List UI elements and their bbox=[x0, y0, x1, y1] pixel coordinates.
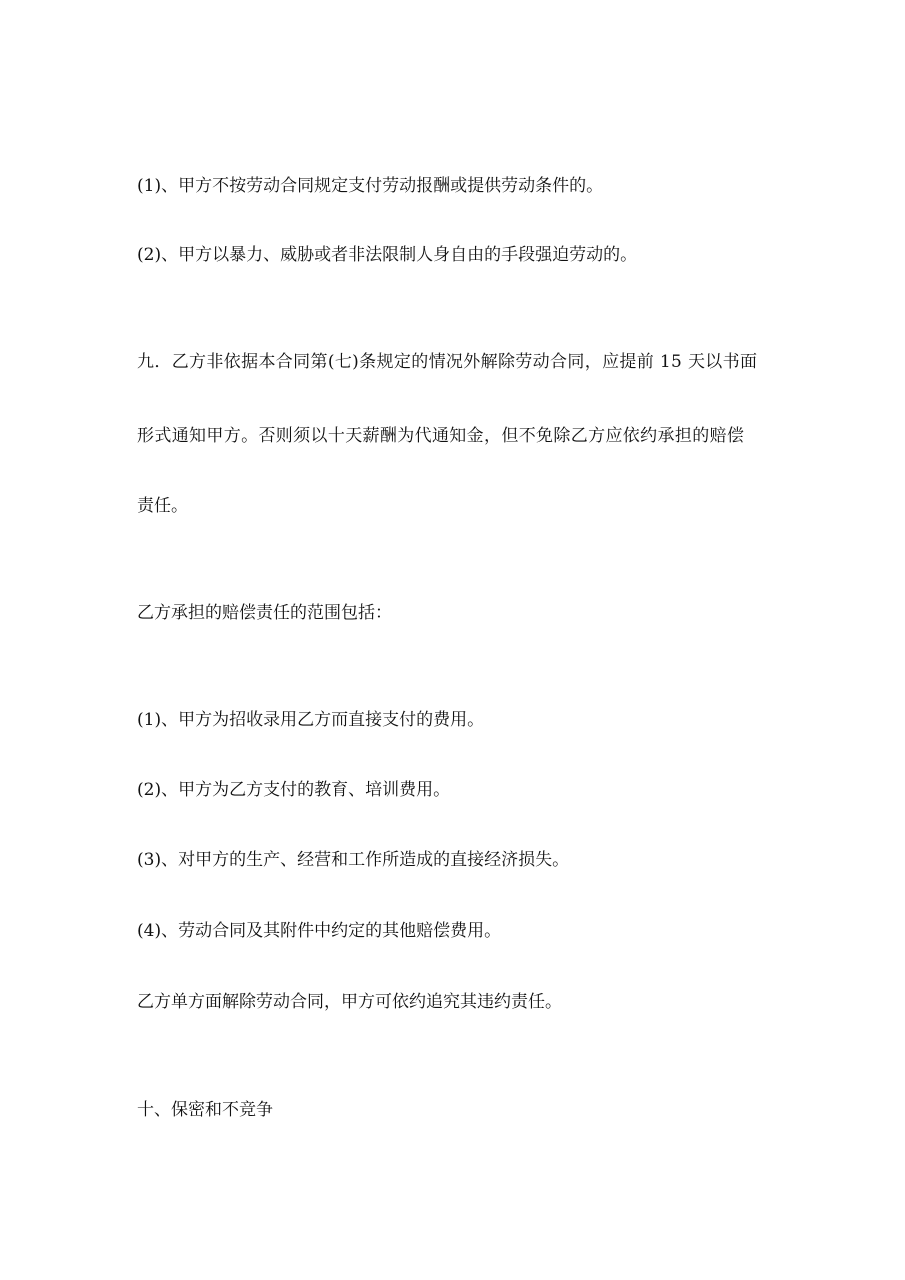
compensation-item-1: (1)、甲方为招收录用乙方而直接支付的费用。 bbox=[137, 710, 485, 730]
compensation-item-2: (2)、甲方为乙方支付的教育、培训费用。 bbox=[137, 780, 451, 800]
clause-8-item-2: (2)、甲方以暴力、威胁或者非法限制人身自由的手段强迫劳动的。 bbox=[137, 245, 638, 265]
clause-9-line-2: 形式通知甲方。否则须以十天薪酬为代通知金，但不免除乙方应依约承担的赔偿 bbox=[137, 426, 745, 446]
clause-9-line-3: 责任。 bbox=[137, 496, 188, 516]
compensation-item-3: (3)、对甲方的生产、经营和工作所造成的直接经济损失。 bbox=[137, 850, 570, 870]
compensation-scope-heading: 乙方承担的赔偿责任的范围包括： bbox=[137, 603, 392, 623]
compensation-item-4: (4)、劳动合同及其附件中约定的其他赔偿费用。 bbox=[137, 921, 502, 941]
breach-liability-text: 乙方单方面解除劳动合同，甲方可依约追究其违约责任。 bbox=[137, 992, 562, 1012]
section-10-heading: 十、保密和不竞争 bbox=[137, 1100, 273, 1120]
clause-8-item-1: (1)、甲方不按劳动合同规定支付劳动报酬或提供劳动条件的。 bbox=[137, 176, 604, 196]
clause-9-line-1: 九．乙方非依据本合同第(七)条规定的情况外解除劳动合同，应提前 15 天以书面 bbox=[137, 352, 758, 372]
